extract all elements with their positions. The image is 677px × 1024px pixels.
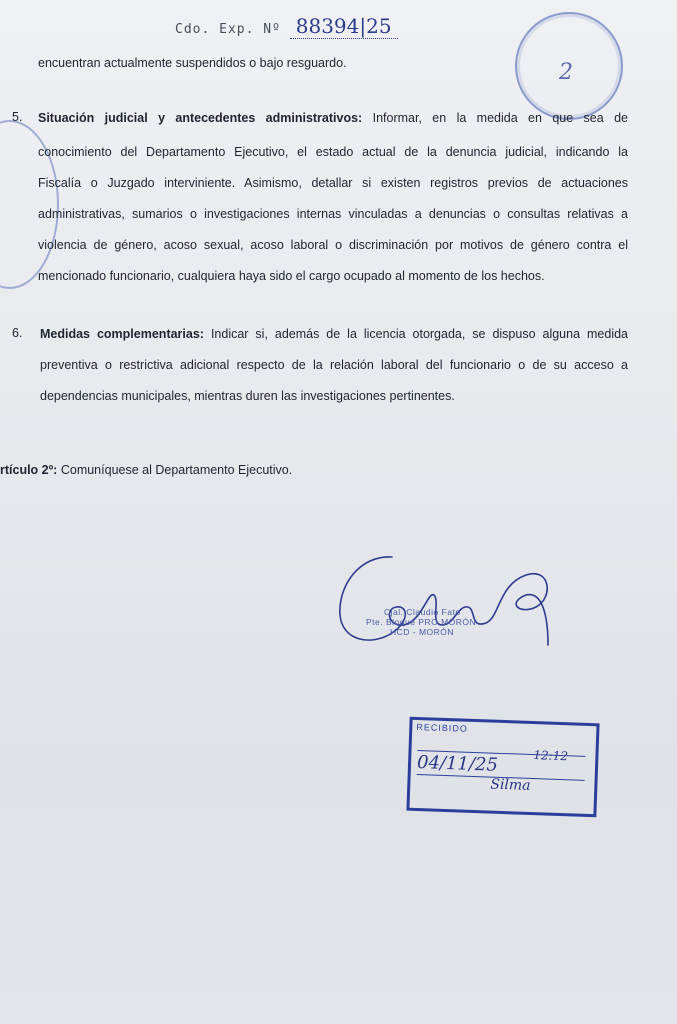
intro-line: encuentran actualmente suspendidos o bajo resguardo. [38, 56, 347, 70]
article-2-title: rtículo 2º: [0, 463, 58, 477]
received-date: 04/11/25 [416, 752, 499, 776]
item-5-title: Situación judicial y antecedentes administrativos: [38, 111, 363, 125]
signature-stamp-line-3: HCD - MORÓN [390, 627, 455, 637]
handwritten-signature-icon [330, 545, 570, 665]
item-5-line-1 [38, 110, 628, 126]
item-5-line-1-text: Informar, en la medida en que sea de [372, 111, 628, 125]
received-signature: Silma [490, 776, 531, 794]
item-5-line-4: administrativas, sumarios o investigaciones internas vinculadas a denuncias o consultas relativas a [38, 207, 628, 221]
item-5-number: 5. [12, 110, 23, 124]
item-5-line-6: mencionado funcionario, cualquiera haya sido el cargo ocupado al momento de los hechos. [38, 269, 545, 283]
expediente-number: 88394|25 [290, 14, 398, 39]
item-6-line-1 [40, 326, 628, 342]
folio-number: 2 [559, 60, 573, 85]
item-6-number: 6. [12, 326, 23, 340]
item-6-line-3: dependencias municipales, mientras duren las investigaciones pertinentes. [40, 389, 455, 403]
item-5-line-2: conocimiento del Departamento Ejecutivo, el estado actual de la denuncia judicial, indicando la [38, 145, 628, 159]
signature-stamp-line-1: Cjal. Claudio Fato [384, 607, 461, 617]
received-stamp [406, 717, 599, 818]
item-6-line-1-text: Indicar si, además de la licencia otorgada, se dispuso alguna medida [210, 327, 628, 341]
item-6-line-2: preventiva o restrictiva adicional respecto de la relación laboral del funcionario o de su acceso a [40, 358, 628, 372]
signature-block [330, 545, 570, 665]
expediente-header [175, 14, 398, 38]
article-2-text: Comuníquese al Departamento Ejecutivo. [60, 463, 293, 477]
signature-stamp-line-2: Pte. Bloque PRO MORÓN [366, 617, 477, 627]
received-stamp-label: RECIBIDO [416, 721, 469, 734]
item-5-line-5: violencia de género, acoso sexual, acoso laboral o discriminación por motivos de género contra el [38, 238, 628, 252]
folio-stamp [515, 12, 623, 120]
expediente-prefix: Cdo. Exp. Nº [175, 22, 281, 37]
article-2 [0, 462, 292, 478]
item-5-line-3: Fiscalía o Juzgado interviniente. Asimismo, detallar si existen registros previos de actuaciones [38, 176, 628, 190]
item-6-title: Medidas complementarias: [40, 327, 204, 341]
received-time: 12:12 [533, 748, 569, 764]
